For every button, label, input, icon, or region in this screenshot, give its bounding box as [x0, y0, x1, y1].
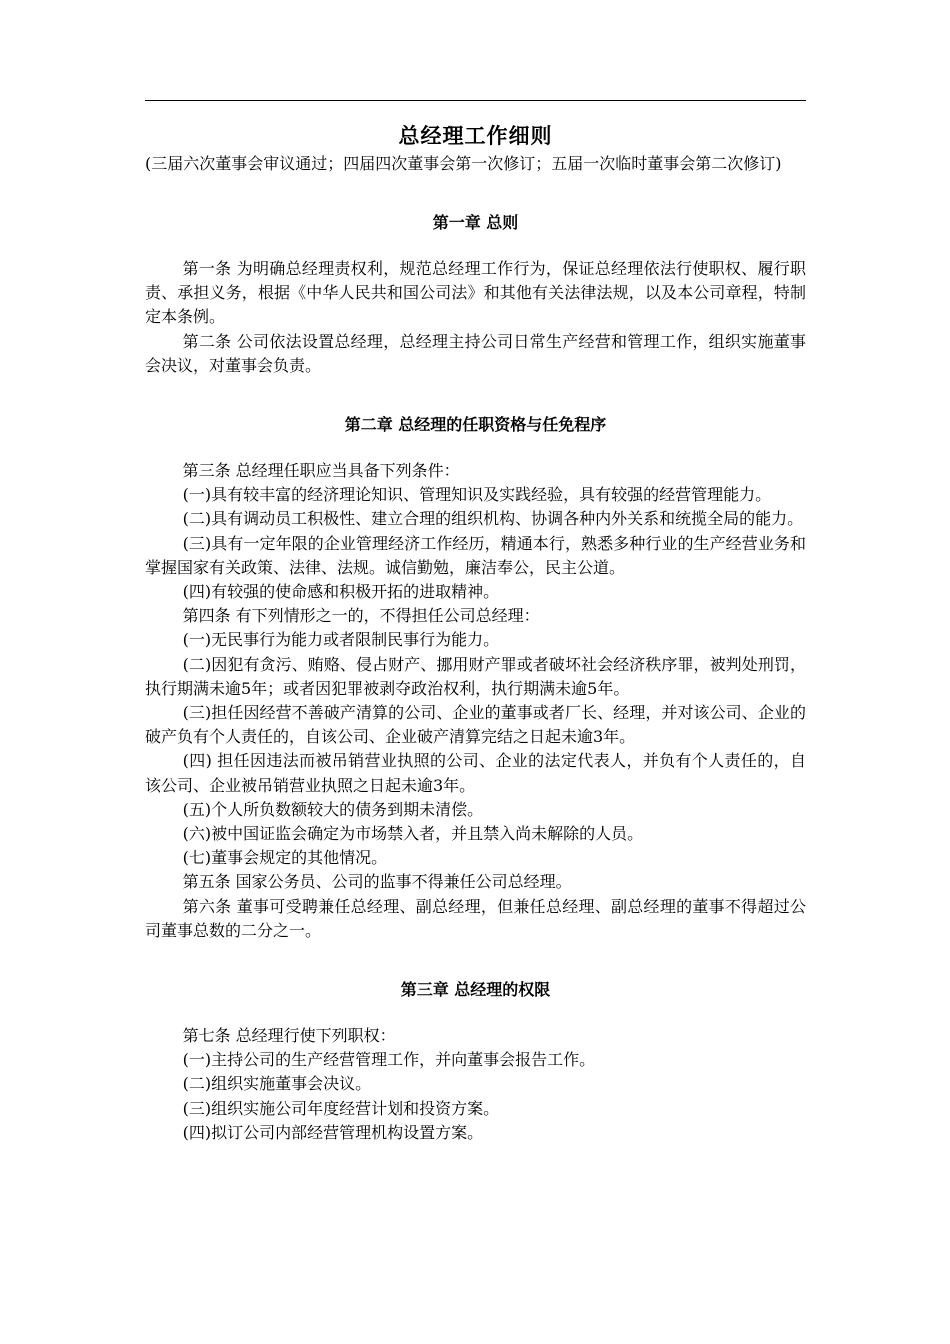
clause-paragraph: (四)拟订公司内部经营管理机构设置方案。: [182, 1122, 484, 1142]
article-paragraph: 第四条 有下列情形之一的，不得担任公司总经理：: [182, 606, 540, 626]
clause-paragraph: (一)具有较丰富的经济理论知识、管理知识及实践经验，具有较强的经营管理能力。: [182, 485, 772, 505]
document-page: [145, 100, 806, 1145]
clause-paragraph: (三)担任因经营不善破产清算的公司、企业的董事或者厂长、经理，并对该公司、企业的破产负有个人责任的，自该公司、企业破产清算完结之日起未逾3年。: [145, 703, 806, 747]
clause-paragraph: (六)被中国证监会确定为市场禁入者，并且禁入尚未解除的人员。: [182, 824, 644, 844]
clause-paragraph: (七)董事会规定的其他情况。: [182, 848, 388, 868]
document-subtitle: (三届六次董事会审议通过；四届四次董事会第一次修订；五届一次临时董事会第二次修订): [145, 154, 782, 173]
clause-paragraph: (一)主持公司的生产经营管理工作，并向董事会报告工作。: [182, 1050, 596, 1070]
chapter-heading: 第三章 总经理的权限: [400, 980, 551, 1000]
clause-paragraph: (二)组织实施董事会决议。: [182, 1074, 372, 1094]
chapter-heading: 第一章 总则: [432, 213, 519, 232]
header-rule: [145, 100, 806, 101]
clause-paragraph: (三)组织实施公司年度经营计划和投资方案。: [182, 1098, 500, 1118]
document-title: 总经理工作细则: [398, 124, 553, 148]
article-paragraph: 第五条 国家公务员、公司的监事不得兼任公司总经理。: [182, 872, 572, 892]
clause-paragraph: (四) 担任因违法而被吊销营业执照的公司、企业的法定代表人，并负有个人责任的，自该公司、企业被吊销营业执照之日起未逾3年。: [145, 751, 806, 795]
article-paragraph: 第一条 为明确总经理责权利，规范总经理工作行为，保证总经理依法行使职权、履行职责、承担义务，根据《中华人民共和国公司法》和其他有关法律法规，以及本公司章程，特制定本条例。: [145, 259, 806, 327]
clause-paragraph: (三)具有一定年限的企业管理经济工作经历，精通本行，熟悉多种行业的生产经营业务和掌握国家有关政策、法律、法规。诚信勤勉，廉洁奉公，民主公道。: [145, 533, 806, 577]
clause-paragraph: (五)个人所负数额较大的债务到期未清偿。: [182, 799, 484, 819]
article-paragraph: 第三条 总经理任职应当具备下列条件：: [182, 461, 460, 481]
clause-paragraph: (二)因犯有贪污、贿赂、侵占财产、挪用财产罪或者破坏社会经济秩序罪，被判处刑罚，执行期满未逾5年；或者因犯罪被剥夺政治权利，执行期满未逾5年。: [145, 654, 806, 698]
chapter-heading: 第二章 总经理的任职资格与任免程序: [344, 415, 607, 435]
article-paragraph: 第七条 总经理行使下列职权：: [182, 1026, 396, 1046]
clause-paragraph: (四)有较强的使命感和积极开拓的进取精神。: [182, 582, 500, 602]
article-paragraph: 第六条 董事可受聘兼任总经理、副总经理，但兼任总经理、副总经理的董事不得超过公司董事总数的二分之一。: [145, 896, 806, 940]
clause-paragraph: (二)具有调动员工积极性、建立合理的组织机构、协调各种内外关系和统揽全局的能力。: [182, 509, 804, 529]
article-paragraph: 第二条 公司依法设置总经理，总经理主持公司日常生产经营和管理工作，组织实施董事会决议，对董事会负责。: [145, 331, 806, 375]
clause-paragraph: (一)无民事行为能力或者限制民事行为能力。: [182, 630, 500, 650]
